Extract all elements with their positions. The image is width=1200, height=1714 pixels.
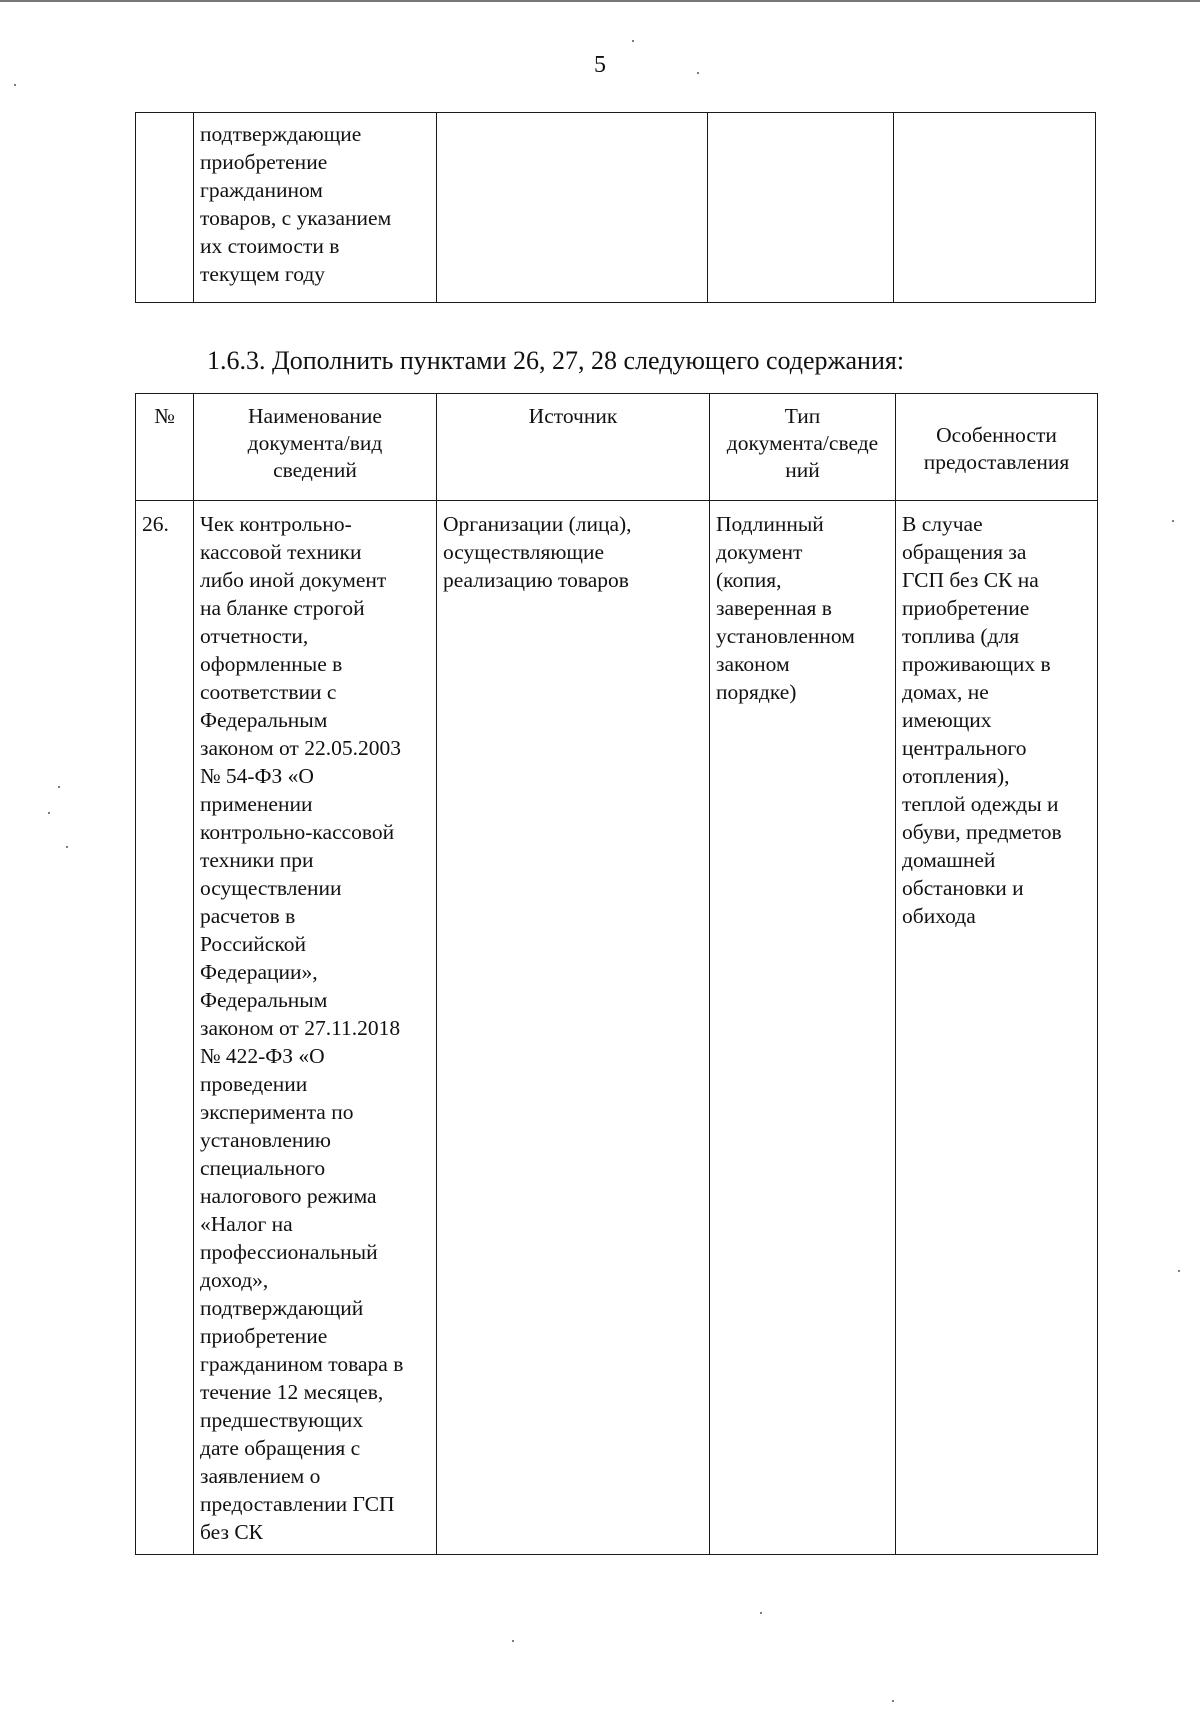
header-doc-type: Тип документа/сведе ний (710, 394, 896, 501)
cell-features (894, 113, 1096, 303)
cell-document-name: подтверждающие приобретение гражданином товаров, с указанием их стоимости в текущем году (194, 113, 437, 303)
scan-speck (66, 846, 68, 848)
table-row (136, 113, 1096, 303)
main-table (135, 393, 1098, 1555)
scan-edge-line (0, 0, 1200, 2)
cell-document-name: Чек контрольно- кассовой техники либо иной документ на бланке строгой отчетности, оформленные в соответствии с Федеральным законом от 22.05.2003 № 54-ФЗ «О применении контрольно-кассовой техники при осуществлении расчетов в Российской Федерации», Федеральным законом от 27.11.2018 № 422-ФЗ «О проведении эксперимента по установлению специального налогового режима «Налог на профессиональный доход», подтверждающий приобретение гражданином товара в течение 12 месяцев, предшествующих дате обращения с заявлением о предоставлении ГСП без СК (194, 501, 437, 1555)
scan-speck (14, 84, 16, 86)
table-header-row (136, 394, 1098, 501)
cell-features: В случае обращения за ГСП без СК на приобретение топлива (для проживающих в домах, не имеющих центрального отопления), теплой одежды и обуви, предметов домашней обстановки и обихода (896, 501, 1098, 1555)
scan-speck (48, 812, 50, 814)
continued-table (135, 112, 1096, 303)
page-number: 5 (594, 52, 606, 78)
cell-source: Организации (лица), осуществляющие реализацию товаров (437, 501, 710, 1555)
scan-speck (1172, 520, 1174, 522)
header-num: № (136, 394, 194, 501)
scan-speck (632, 40, 634, 42)
cell-doc-type: Подлинный документ (копия, заверенная в установленном законом порядке) (710, 501, 896, 1555)
section-heading: 1.6.3. Дополнить пунктами 26, 27, 28 следующего содержания: (207, 346, 905, 375)
header-source: Источник (437, 394, 710, 501)
cell-source (437, 113, 708, 303)
scan-speck (58, 786, 60, 788)
header-features: Особенности предоставления (896, 394, 1098, 501)
header-document-name: Наименование документа/вид сведений (194, 394, 437, 501)
cell-num: 26. (136, 501, 194, 1555)
table-row (136, 501, 1098, 1555)
scan-speck (892, 1700, 894, 1702)
scan-speck (512, 1640, 514, 1642)
scan-speck (1178, 1270, 1180, 1272)
scan-speck (760, 1612, 762, 1614)
scan-speck (697, 72, 699, 74)
cell-num (136, 113, 194, 303)
cell-doc-type (708, 113, 894, 303)
